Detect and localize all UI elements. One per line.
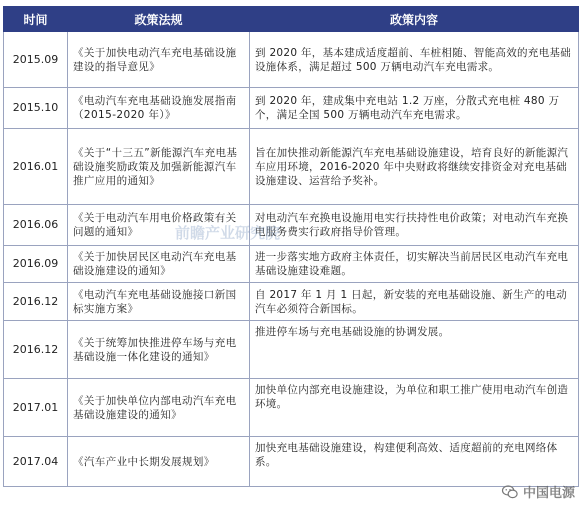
cell-regulation: 《关于加快单位内部电动汽车充电基础设施建设的通知》 xyxy=(68,379,250,437)
table-row xyxy=(4,205,579,246)
table-header-row xyxy=(4,7,579,32)
cell-content: 推进停车场与充电基础设施的协调发展。 xyxy=(250,321,579,379)
cell-regulation: 《关于加快居民区电动汽车充电基础设施建设的通知》 xyxy=(68,246,250,283)
table-row xyxy=(4,32,579,88)
header-regulation: 政策法规 xyxy=(68,7,250,32)
table-row xyxy=(4,88,579,129)
cell-time: 2016.12 xyxy=(4,321,68,379)
cell-content: 到 2020 年，基本建成适度超前、车桩相随、智能高效的充电基础设施体系，满足超过 500 万辆电动汽车充电需求。 xyxy=(250,32,579,88)
cell-time: 2016.09 xyxy=(4,246,68,283)
cell-content: 对电动汽车充换电设施用电实行扶持性电价政策；对电动汽车充换电服务费实行政府指导价管理。 xyxy=(250,205,579,246)
watermark-text: 前瞻产业研究院 xyxy=(175,224,281,242)
table-row xyxy=(4,437,579,487)
table-row xyxy=(4,246,579,283)
cell-content: 到 2020 年，建成集中充电站 1.2 万座，分散式充电桩 480 万个，满足全国 500 万辆电动汽车充电需求。 xyxy=(250,88,579,129)
cell-regulation: 《电动汽车充电基础设施接口新国标实施方案》 xyxy=(68,283,250,321)
cell-regulation: 《关于统筹加快推进停车场与充电基础设施一体化建设的通知》 xyxy=(68,321,250,379)
cell-content: 进一步落实地方政府主体责任，切实解决当前居民区电动汽车充电基础设施建设难题。 xyxy=(250,246,579,283)
table-row xyxy=(4,283,579,321)
cell-regulation: 《关于加快电动汽车充电基础设施建设的指导意见》 xyxy=(68,32,250,88)
header-time: 时间 xyxy=(4,7,68,32)
cell-regulation: 《电动汽车充电基础设施发展指南（2015-2020 年）》 xyxy=(68,88,250,129)
source-watermark-label: 中国电源 xyxy=(522,486,575,501)
table-row xyxy=(4,321,579,379)
header-content: 政策内容 xyxy=(250,7,579,32)
cell-content: 旨在加快推动新能源汽车充电基础设施建设，培育良好的新能源汽车应用环境，2016-2020 年中央财政将继续安排资金对充电基础设施建设、运营给予奖补。 xyxy=(250,129,579,205)
cell-time: 2016.12 xyxy=(4,283,68,321)
cell-regulation: 《关于“十三五”新能源汽车充电基础设施奖励政策及加强新能源汽车推广应用的通知》 xyxy=(68,129,250,205)
cell-content: 自 2017 年 1 月 1 日起，新安装的充电基础设施、新生产的电动汽车必须符合新国标。 xyxy=(250,283,579,321)
cell-time: 2015.09 xyxy=(4,32,68,88)
cell-time: 2017.04 xyxy=(4,437,68,487)
cell-content: 加快充电基础设施建设，构建便利高效、适度超前的充电网络体系。 xyxy=(250,437,579,487)
policy-table xyxy=(3,6,579,487)
cell-regulation: 《关于电动汽车用电价格政策有关问题的通知》 xyxy=(68,205,250,246)
cell-time: 2017.01 xyxy=(4,379,68,437)
cell-time: 2016.01 xyxy=(4,129,68,205)
table-row xyxy=(4,379,579,437)
cell-content: 加快单位内部充电设施建设，为单位和职工推广使用电动汽车创造环境。 xyxy=(250,379,579,437)
table-row xyxy=(4,129,579,205)
cell-time: 2016.06 xyxy=(4,205,68,246)
cell-regulation: 《汽车产业中长期发展规划》 xyxy=(68,437,250,487)
cell-time: 2015.10 xyxy=(4,88,68,129)
